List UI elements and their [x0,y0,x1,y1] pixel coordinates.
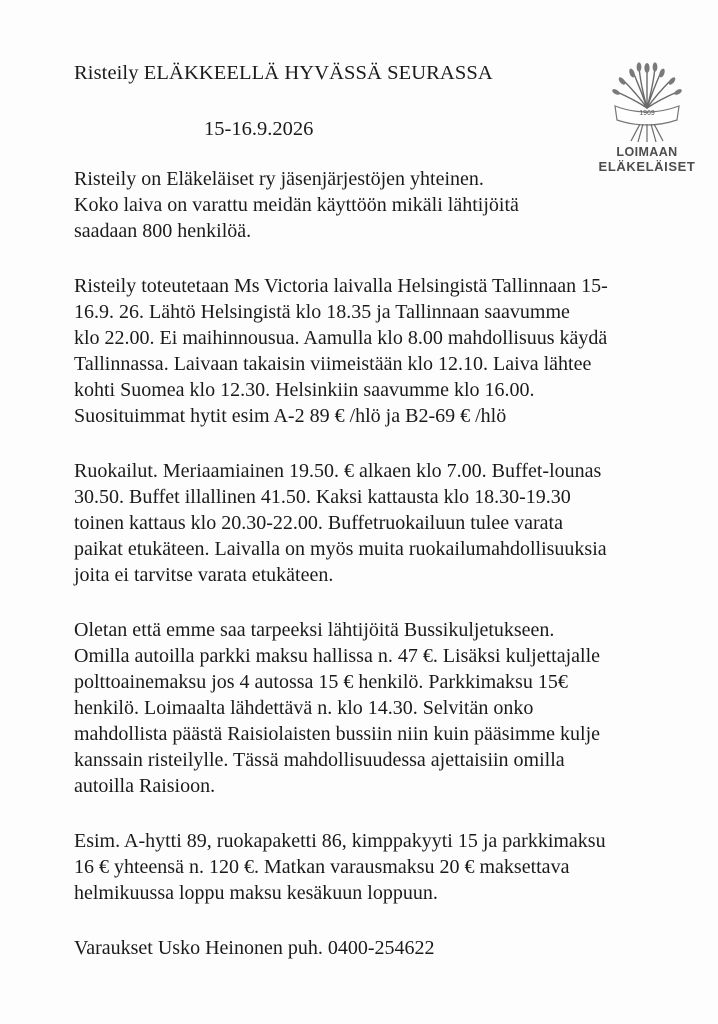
text-line: helmikuussa loppu maksu kesäkuun loppuun. [74,882,438,904]
page-title: Risteily ELÄKKEELLÄ HYVÄSSÄ SEURASSA [74,62,493,84]
paragraph-reservations [74,935,674,961]
text-line: Risteily toteutetaan Ms Victoria laivalla Helsingistä Tallinnaan 15- [74,275,608,297]
text-line: mahdollista päästä Raisiolaisten bussiin niin kuin pääsimme kulje [74,723,601,745]
text-line: klo 22.00. Ei maihinnousua. Aamulla klo 8.00 mahdollisuus käydä [74,327,608,349]
text-line: Ruokailut. Meriaamiainen 19.50. € alkaen klo 7.00. Buffet-lounas [74,460,602,482]
text-line: Risteily on Eläkeläiset ry jäsenjärjestöjen yhteinen. [74,168,484,190]
text-line: 16 € yhteensä n. 120 €. Matkan varausmaksu 20 € maksettava [74,856,570,878]
text-line: autoilla Raisioon. [74,775,216,797]
text-line: saadaan 800 henkilöä. [74,220,252,242]
paragraph-itinerary [74,273,674,429]
text-line: 16.9. 26. Lähtö Helsingistä klo 18.35 ja Tallinnaan saavumme [74,301,570,323]
paragraph-intro [74,166,674,244]
text-line: joita ei tarvitse varata etukäteen. [74,564,334,586]
document-body [74,166,674,990]
paragraph-meals [74,458,674,588]
text-line: henkilö. Loimaalta lähdettävä n. klo 14.30. Selvitän onko [74,697,534,719]
logo-year: 1969 [639,110,655,117]
text-line: Esim. A-hytti 89, ruokapaketti 86, kimppakyyti 15 ja parkkimaksu [74,830,606,852]
text-line: toinen kattaus klo 20.30-22.00. Buffetruokailuun tulee varata [74,512,563,534]
text-line: Omilla autoilla parkki maksu hallissa n. 47 €. Lisäksi kuljettajalle [74,645,601,667]
text-line: Oletan että emme saa tarpeeksi lähtijöitä Bussikuljetukseen. [74,619,555,641]
cruise-date: 15-16.9.2026 [204,118,314,140]
paragraph-cost-example [74,828,674,906]
text-line: kanssain risteilylle. Tässä mahdollisuudessa ajettaisiin omilla [74,749,565,771]
text-line: Tallinnassa. Laivaan takaisin viimeistään klo 12.10. Laiva lähtee [74,353,592,375]
text-line: Suosituimmat hytit esim A-2 89 € /hlö ja B2-69 € /hlö [74,405,507,427]
loimaan-elakelaiset-logo [590,62,704,182]
text-line: Koko laiva on varattu meidän käyttöön mikäli lähtijöitä [74,194,519,216]
logo-line-elakelaiset: ELÄKELÄISET [598,159,696,174]
text-line: polttoainemaksu jos 4 autossa 15 € henkilö. Parkkimaksu 15€ [74,671,568,693]
text-line: 30.50. Buffet illallinen 41.50. Kaksi kattausta klo 18.30-19.30 [74,486,571,508]
logo-line-loimaan: LOIMAAN [616,145,678,159]
text-line: Varaukset Usko Heinonen puh. 0400-254622 [74,937,435,959]
text-line: paikat etukäteen. Laivalla on myös muita ruokailumahdollisuuksia [74,538,607,560]
paragraph-transport [74,617,674,799]
wheat-sheaf-icon [607,62,687,144]
text-line: kohti Suomea klo 12.30. Helsinkiin saavumme klo 16.00. [74,379,535,401]
